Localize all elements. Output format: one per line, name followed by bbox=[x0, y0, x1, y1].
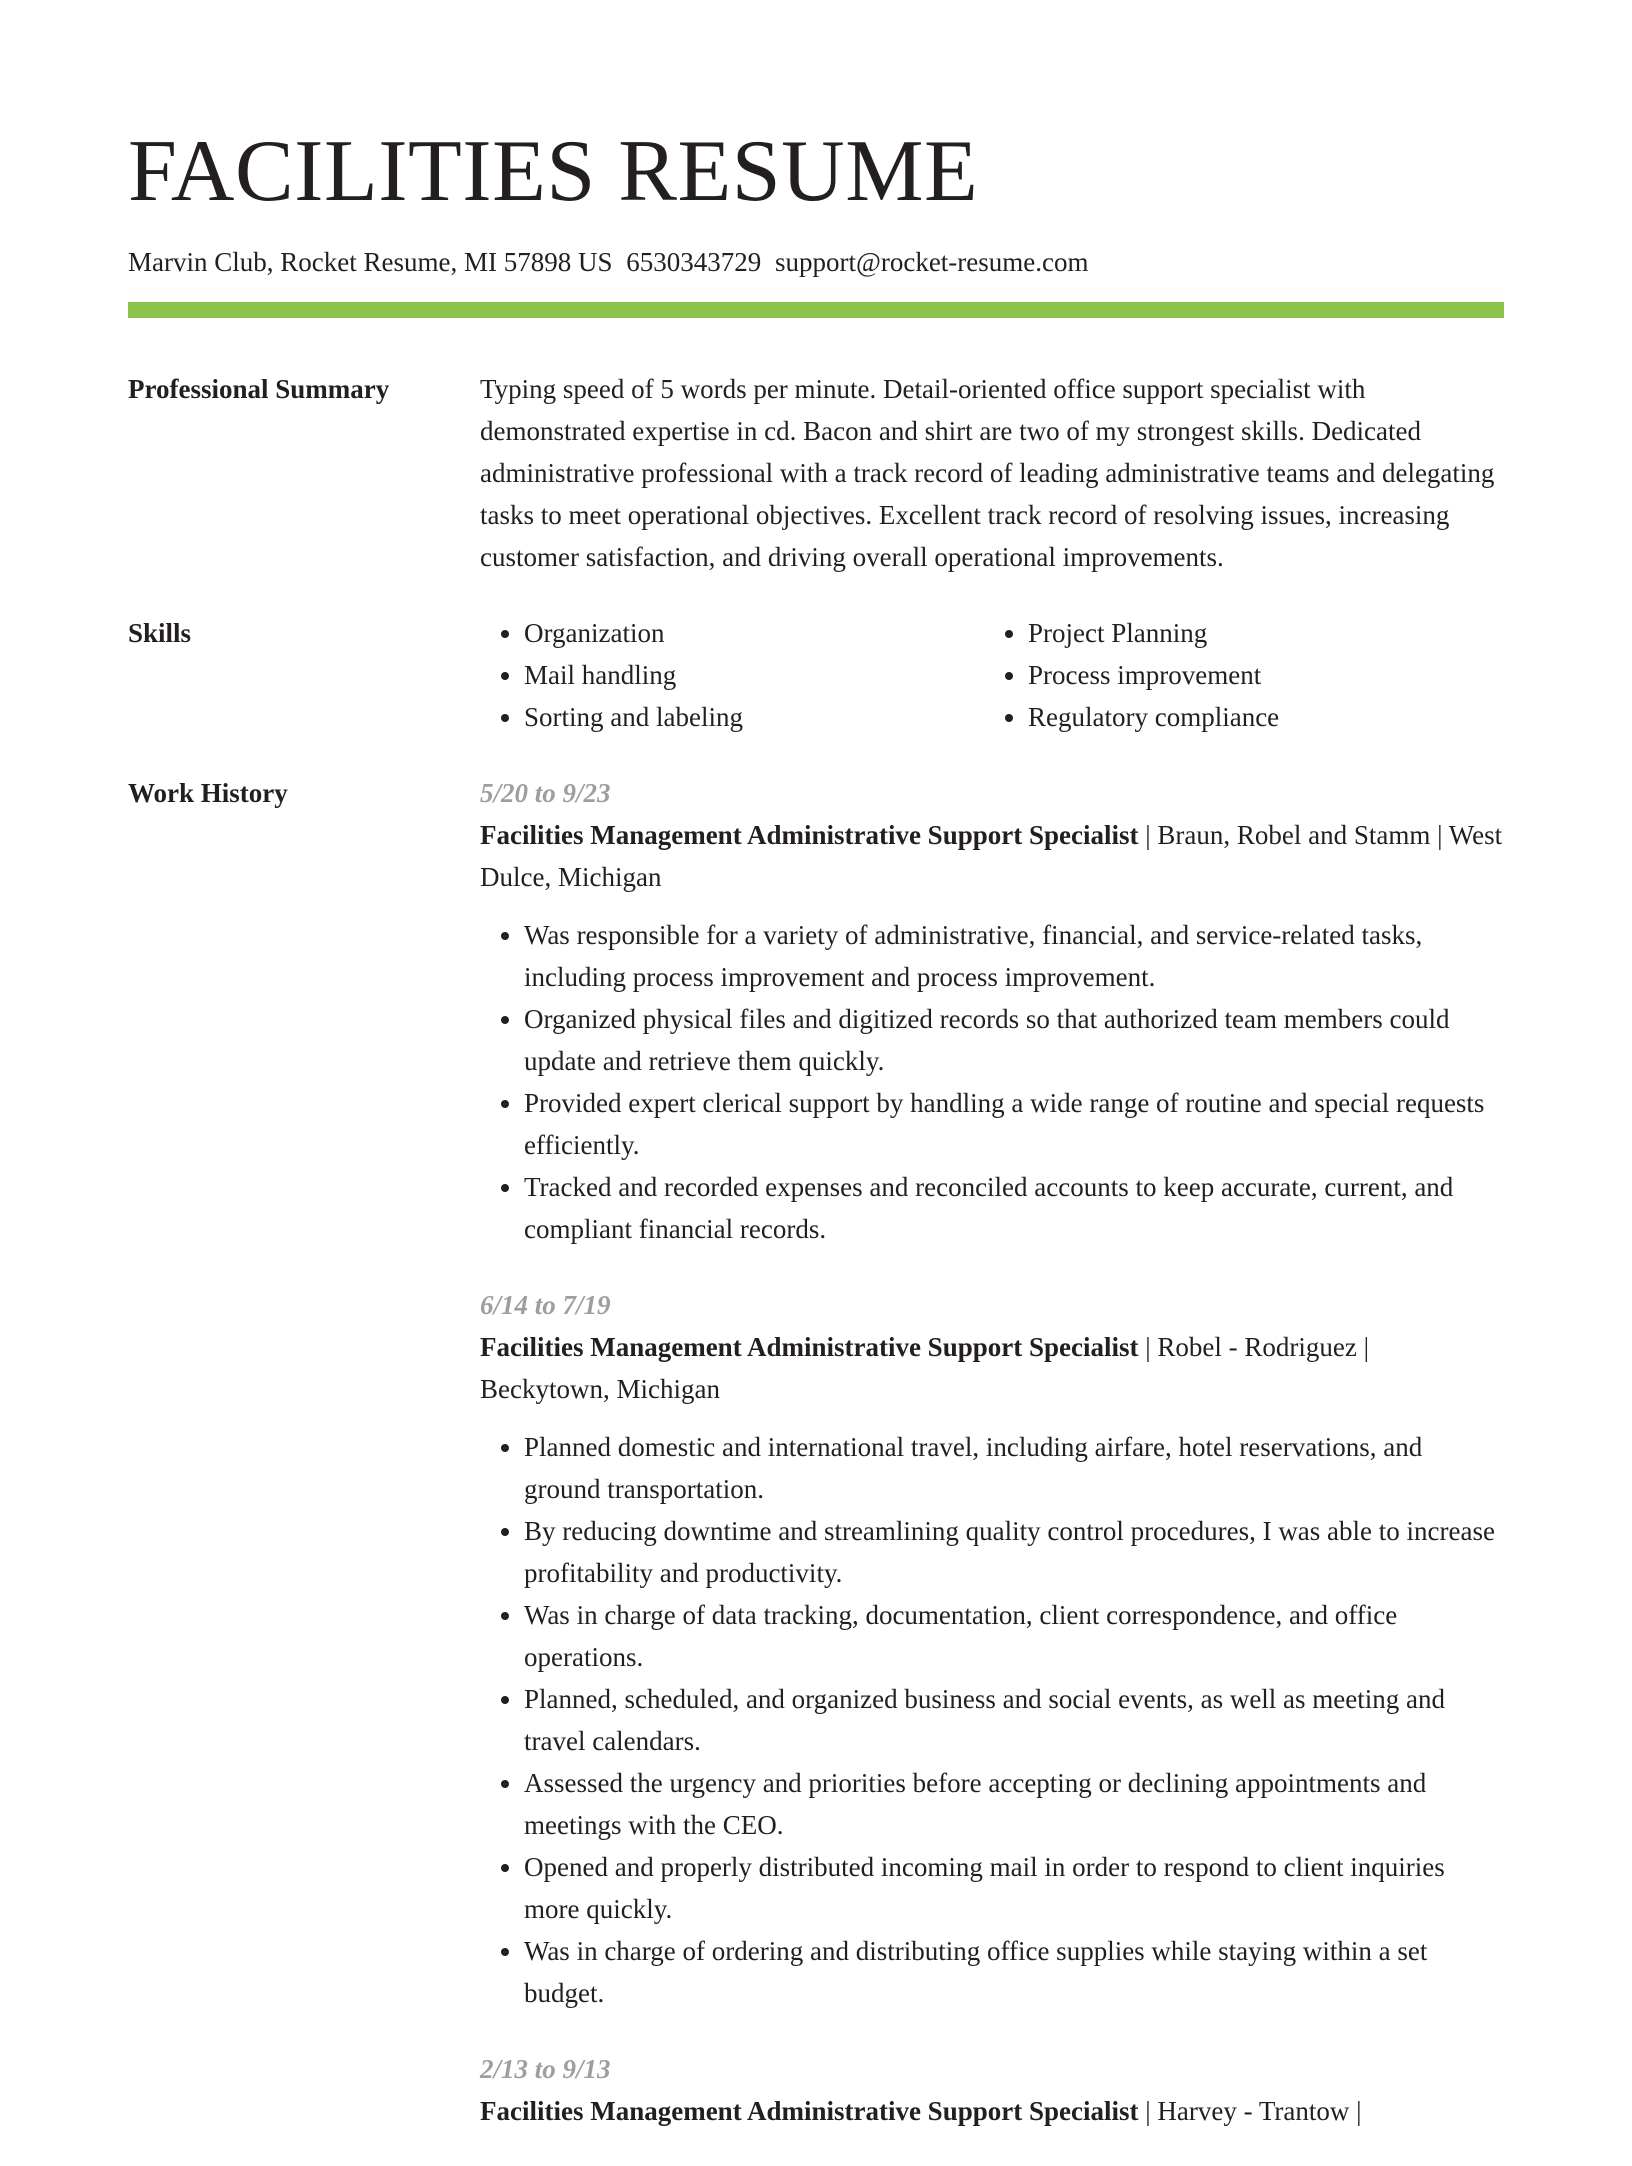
duty-item: • Was in charge of data tracking, documentation, client correspondence, and office operations. bbox=[524, 1594, 1504, 1678]
phone-text: 6530343729 bbox=[626, 247, 762, 277]
duty-item: • Was in charge of ordering and distributing office supplies while staying within a set budget. bbox=[524, 1930, 1504, 2014]
job-company: | Harvey - Trantow | bbox=[1138, 2096, 1362, 2126]
address-text: Marvin Club, Rocket Resume, MI 57898 US bbox=[128, 247, 613, 277]
duty-item: • Assessed the urgency and priorities before accepting or declining appointments and meetings with the CEO. bbox=[524, 1762, 1504, 1846]
work-history-section bbox=[128, 772, 1504, 2166]
job-heading bbox=[480, 2090, 1504, 2132]
job-heading bbox=[480, 814, 1504, 898]
skill-item: • Sorting and labeling bbox=[524, 696, 984, 738]
job-entry bbox=[480, 1284, 1504, 2014]
skills-heading: Skills bbox=[128, 618, 192, 648]
duty-item: • Organized physical files and digitized records so that authorized team members could update and retrieve them quickly. bbox=[524, 998, 1504, 1082]
job-title: Facilities Management Administrative Support Specialist bbox=[480, 820, 1139, 850]
skill-item: • Organization bbox=[524, 612, 984, 654]
resume-page bbox=[128, 120, 1504, 2166]
job-title: Facilities Management Administrative Support Specialist bbox=[480, 1332, 1139, 1362]
job-company: | Robel - Rodriguez | Beckytown, Michigan bbox=[480, 1332, 1369, 1404]
duty-item: • Was responsible for a variety of administrative, financial, and service-related tasks, including process improvement and process improvement. bbox=[524, 914, 1504, 998]
duty-item: • Provided expert clerical support by handling a wide range of routine and special requests efficiently. bbox=[524, 1082, 1504, 1166]
skill-item: • Process improvement bbox=[1028, 654, 1488, 696]
job-entry bbox=[480, 2048, 1504, 2132]
job-company: | Braun, Robel and Stamm | West Dulce, Michigan bbox=[480, 820, 1503, 892]
work-history-body bbox=[480, 772, 1504, 2166]
job-date: 5/20 to 9/23 bbox=[480, 778, 611, 808]
job-title: Facilities Management Administrative Support Specialist bbox=[480, 2096, 1139, 2126]
skill-item: • Regulatory compliance bbox=[1028, 696, 1488, 738]
duty-item: • Tracked and recorded expenses and reconciled accounts to keep accurate, current, and compliant financial records. bbox=[524, 1166, 1504, 1250]
skills-column-right bbox=[984, 612, 1488, 738]
skills-column-left bbox=[480, 612, 984, 738]
job-entry bbox=[480, 772, 1504, 1250]
duty-item: • Planned, scheduled, and organized business and social events, as well as meeting and travel calendars. bbox=[524, 1678, 1504, 1762]
summary-heading: Professional Summary bbox=[128, 374, 390, 404]
skills-section bbox=[128, 612, 1504, 738]
duty-item: • Planned domestic and international travel, including airfare, hotel reservations, and ground transportation. bbox=[524, 1426, 1504, 1510]
resume-title: FACILITIES RESUME bbox=[128, 123, 979, 220]
job-duties bbox=[480, 1426, 1504, 2014]
job-date: 6/14 to 7/19 bbox=[480, 1290, 611, 1320]
job-duties bbox=[480, 914, 1504, 1250]
job-date: 2/13 to 9/13 bbox=[480, 2054, 611, 2084]
skill-item: • Mail handling bbox=[524, 654, 984, 696]
email-text: support@rocket-resume.com bbox=[774, 247, 1089, 277]
duty-item: • By reducing downtime and streamlining quality control procedures, I was able to increase profitability and productivity. bbox=[524, 1510, 1504, 1594]
skills-list bbox=[480, 612, 1504, 738]
summary-text: Typing speed of 5 words per minute. Detail-oriented office support specialist with demonstrated expertise in cd. Bacon and shirt are two of my strongest skills. Dedicated administrative professional with a track record of leading administrative teams and delegating tasks to meet operational objectives. Excellent track record of resolving issues, increasing customer satisfaction, and driving overall operational improvements. bbox=[480, 374, 1495, 572]
header-divider bbox=[128, 302, 1504, 318]
duty-item: • Opened and properly distributed incoming mail in order to respond to client inquiries more quickly. bbox=[524, 1846, 1504, 1930]
summary-section bbox=[128, 368, 1504, 578]
job-heading bbox=[480, 1326, 1504, 1410]
contact-line bbox=[128, 244, 1504, 280]
skill-item: • Project Planning bbox=[1028, 612, 1488, 654]
work-history-heading: Work History bbox=[128, 778, 288, 808]
